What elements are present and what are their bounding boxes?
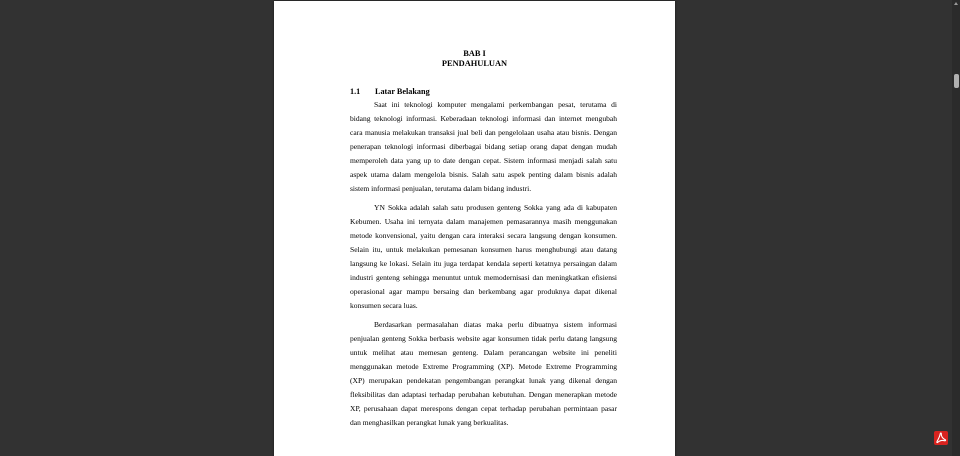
chapter-number: BAB I [463,49,486,58]
section-number: 1.1 [350,87,361,96]
section-title: Latar Belakang [375,87,430,96]
document-page [274,1,675,456]
vertical-scrollbar[interactable] [952,0,960,456]
chapter-title: PENDAHULUAN [441,59,508,68]
pdf-icon[interactable] [934,431,948,445]
paragraph: YN Sokka adalah salah satu produsen genteng Sokka yang ada di kabupaten Kebumen. Usaha ini ternyata dalam manajemen pemasarannya masih menggunakan metode konvensional, yaitu dengan cara interaksi secara langsung dengan konsumen. Selain itu, untuk melakukan pemesanan konsumen harus menghubungi atau datang langsung ke lokasi. Selain itu juga terdapat kendala seperti ketatnya persaingan dalam industri genteng sehingga menuntut untuk memodernisasi dan meningkatkan efisiensi operasional agar mampu bersaing dan berkembang agar produknya dapat dikenal konsumen secara luas. [350,203,617,310]
scrollbar-thumb[interactable] [954,74,959,88]
scroll-up-arrow-icon[interactable] [954,2,958,5]
section-heading [350,87,430,97]
paragraph: Saat ini teknologi komputer mengalami perkembangan pesat, terutama di bidang teknologi informasi. Keberadaan teknologi informasi dan internet mengubah cara manusia melakukan transaksi jual beli dan pengelolaan usaha atau bisnis. Dengan penerapan teknologi informasi diberbagai bidang setiap orang dapat dengan mudah memperoleh data yang up to date dengan cepat. Sistem informasi menjadi salah satu aspek utama dalam mengelola bisnis. Salah satu aspek penting dalam bisnis adalah sistem informasi penjualan, terutama dalam bidang industri. [350,100,617,193]
paragraph: Berdasarkan permasalahan diatas maka perlu dibuatnya sistem informasi penjualan genteng Sokka berbasis website agar konsumen tidak perlu datang langsung untuk melihat atau memesan genteng. Dalam perancangan website ini peneliti menggunakan metode Extreme Programming (XP). Metode Extreme Programming (XP) merupakan pendekatan pengembangan perangkat lunak yang dikenal dengan fleksibilitas dan adaptasi terhadap perubahan kebutuhan. Dengan menerapkan metode XP, perusahaan dapat merespons dengan cepat terhadap perubahan permintaan pasar dan menghasilkan perangkat lunak yang berkualitas. [350,320,617,427]
